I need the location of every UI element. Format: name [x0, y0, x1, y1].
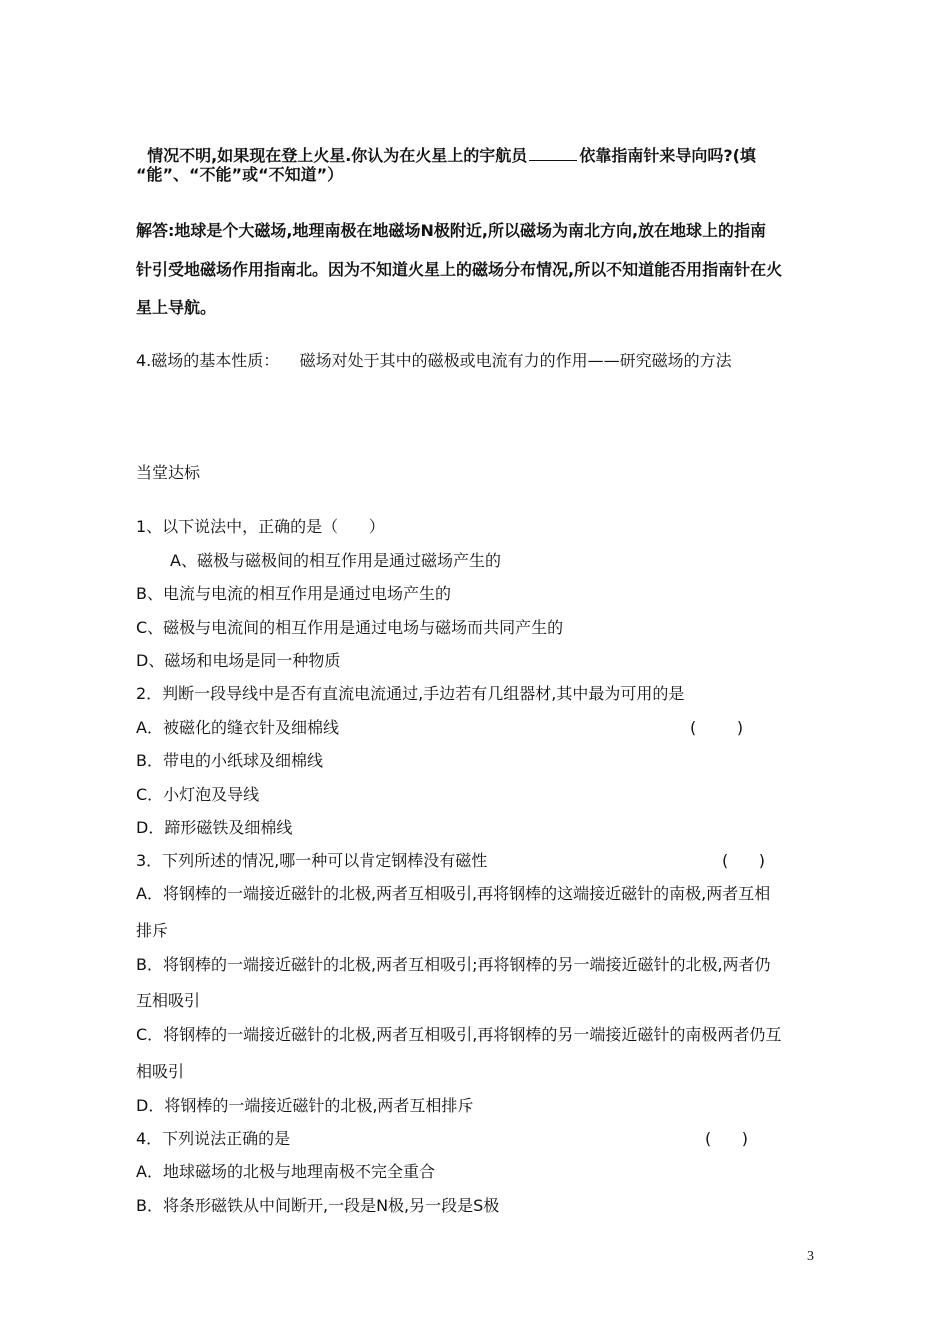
q1-option-a: A、磁极与磁极间的相互作用是通过磁场产生的: [170, 551, 501, 570]
q1-option-d: D、磁场和电场是同一种物质: [136, 651, 341, 670]
page-number: 3: [807, 1249, 814, 1264]
q1-stem: 1、以下说法中，正确的是（ ）: [136, 517, 385, 536]
q1-option-b: B、电流与电流的相互作用是通过电场产生的: [136, 584, 451, 603]
q4-answer-bracket: ( ): [705, 1129, 748, 1148]
q3-option-d: D．将钢棒的一端接近磁针的北极,两者互相排斥: [136, 1096, 474, 1115]
q3-option-b-line-2: 互相吸引: [136, 991, 201, 1010]
q3-option-c-line-1: C．将钢棒的一端接近磁针的北极,两者互相吸引,再将钢棒的另一端接近磁针的南极两者仍互: [136, 1025, 782, 1044]
q2-option-c: C．小灯泡及导线: [136, 785, 260, 804]
q3-option-b-line-1: B．将钢棒的一端接近磁针的北极,两者互相吸引;再将钢棒的另一端接近磁针的北极,两者仍: [136, 955, 771, 974]
q2-option-a: A．被磁化的缝衣针及细棉线: [136, 718, 339, 737]
q3-option-a-line-1: A．将钢棒的一端接近磁针的北极,两者互相吸引,再将钢棒的这端接近磁针的南极,两者互相: [136, 884, 771, 903]
answer-line-1: 解答:地球是个大磁场,地理南极在地磁场N极附近,所以磁场为南北方向,放在地球上的指南: [136, 221, 767, 240]
q4-stem: 4．下列说法正确的是: [136, 1129, 291, 1148]
intro-line-2: “能”、“不能”或“不知道”）: [136, 165, 344, 184]
answer-line-3: 星上导航。: [136, 298, 217, 317]
q3-stem: 3．下列所述的情况,哪一种可以肯定钢棒没有磁性: [136, 851, 488, 870]
q3-option-c-line-2: 相吸引: [136, 1062, 185, 1081]
q2-stem: 2．判断一段导线中是否有直流电流通过,手边若有几组器材,其中最为可用的是: [136, 684, 685, 703]
intro-line-1-after: 依靠指南针来导向吗?(填: [579, 146, 756, 165]
q2-option-d: D．蹄形磁铁及细棉线: [136, 818, 293, 837]
intro-line-1-before: 情况不明,如果现在登上火星.你认为在火星上的宇航员: [147, 146, 528, 165]
q4-option-b: B．将条形磁铁从中间断开,一段是N极,另一段是S极: [136, 1196, 500, 1215]
q3-answer-bracket: ( ): [722, 851, 765, 870]
magnetic-property-line: 4.磁场的基本性质： 磁场对处于其中的磁极或电流有力的作用——研究磁场的方法: [136, 351, 732, 370]
intro-line-1: [136, 126, 756, 166]
q1-option-c: C、磁极与电流间的相互作用是通过电场与磁场而共同产生的: [136, 618, 564, 637]
q2-option-b: B．带电的小纸球及细棉线: [136, 751, 323, 770]
answer-blank: [529, 146, 577, 161]
answer-line-2: 针引受地磁场作用指南北。因为不知道火星上的磁场分布情况,所以不知道能否用指南针在火: [136, 260, 783, 279]
q3-option-a-line-2: 排斥: [136, 921, 169, 940]
q4-option-a: A．地球磁场的北极与地理南极不完全重合: [136, 1162, 435, 1181]
q2-answer-bracket: ( ): [690, 718, 744, 737]
section-title: 当堂达标: [136, 463, 201, 482]
